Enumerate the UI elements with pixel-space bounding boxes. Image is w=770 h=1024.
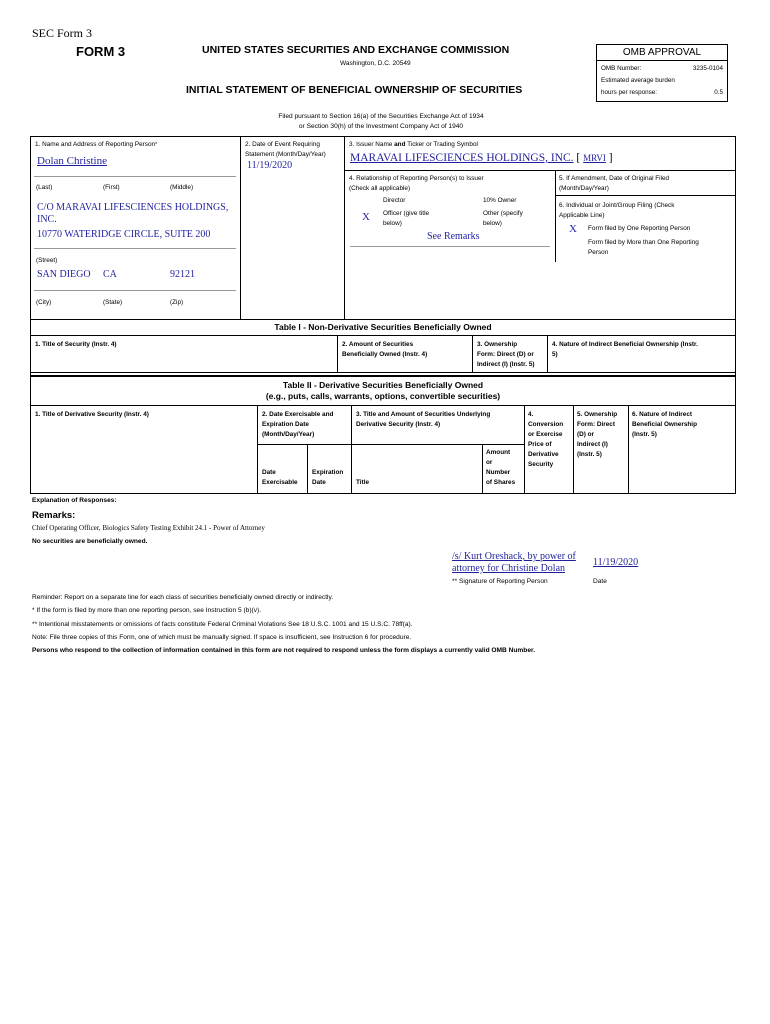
explanation-label: Explanation of Responses: xyxy=(32,497,117,504)
date-label: Date xyxy=(593,578,607,585)
address-line-2: INC. xyxy=(37,214,57,225)
issuer-name[interactable]: MARAVAI LIFESCIENCES HOLDINGS, INC. xyxy=(350,152,574,164)
ten-pct-option: 10% Owner xyxy=(483,197,517,204)
agency-title: UNITED STATES SECURITIES AND EXCHANGE COMMISSION xyxy=(202,44,510,56)
city-label: (City) xyxy=(36,299,52,306)
event-date: 11/19/2020 xyxy=(247,160,293,171)
omb-approval-box xyxy=(596,44,728,102)
ticker-symbol[interactable]: MRVI xyxy=(583,153,606,163)
t2-col-title: 1. Title of Derivative Security (Instr. 4) xyxy=(35,411,149,418)
footnotes xyxy=(32,591,535,657)
t1-col-nature: 4. Nature of Indirect Beneficial Ownership (Instr. 5) xyxy=(552,341,698,358)
state-value: CA xyxy=(103,269,117,280)
misstatement-note: ** Intentional misstatements or omissions of facts constitute Federal Criminal Violations See 18 U.S.C. 1001 and 15 U.S.C. 78ff(a). xyxy=(32,620,413,628)
zip-label: (Zip) xyxy=(170,299,184,306)
zip-value: 92121 xyxy=(170,269,195,280)
omb-number-value: 3235-0104 xyxy=(692,65,723,72)
address-line-3: 10770 WATERIDGE CIRCLE, SUITE 200 xyxy=(37,229,211,240)
form-title: FORM 3 xyxy=(76,44,126,59)
t1-col-amount: 2. Amount of Securities Beneficially Owned (Instr. 4) xyxy=(342,341,428,358)
t2-col-date-exercisable: Date Exercisable xyxy=(262,469,298,486)
reporting-person-name[interactable]: Dolan Christine xyxy=(37,155,107,167)
signature-line-1: /s/ Kurt Oreshack, by power of xyxy=(452,551,576,562)
address-line-1: C/O MARAVAI LIFESCIENCES HOLDINGS, xyxy=(37,202,229,213)
t2-col-ownership: 5. Ownership Form: Direct (D) or Indirect (I) (Instr. 5) xyxy=(577,411,618,458)
table-1-title: Table I - Non-Derivative Securities Beneficially Owned xyxy=(274,322,492,332)
box3-label: 3. Issuer Name and Ticker or Trading Symbol xyxy=(349,141,478,148)
street-label: (Street) xyxy=(36,257,58,264)
first-label: (First) xyxy=(103,184,120,191)
signature-line-2: attorney for Christine Dolan xyxy=(452,563,566,574)
other-option: Other (specify below) xyxy=(483,210,523,227)
signature-date: 11/19/2020 xyxy=(593,557,639,568)
reporting-address xyxy=(37,202,228,241)
omb-response-note: Persons who respond to the collection of information contained in this form are not required to respond unless the form displays a currently valid OMB Number. xyxy=(32,647,536,655)
officer-title: See Remarks xyxy=(427,231,480,242)
middle-label: (Middle) xyxy=(170,184,194,191)
remarks-label: Remarks: xyxy=(32,510,76,521)
table-2-title: Table II - Derivative Securities Beneficially Owned (e.g., puts, calls, warrants, options, convertible securities) xyxy=(265,380,501,401)
t1-col-ownership: 3. Ownership Form: Direct (D) or Indirect (I) (Instr. 5) xyxy=(477,341,535,368)
omb-burden-value: 0.5 xyxy=(714,89,723,96)
t2-col-conversion: 4. Conversion or Exercise Price of Derivative Security xyxy=(528,411,564,468)
t2-col-dates: 2. Date Exercisable and Expiration Date (Month/Day/Year) xyxy=(262,411,334,438)
box1-label: 1. Name and Address of Reporting Person* xyxy=(35,141,158,148)
omb-burden-label-2: hours per response: xyxy=(601,89,658,96)
box4-label: 4. Relationship of Reporting Person(s) to Issuer (Check all applicable) xyxy=(349,175,484,192)
sec-form-label: SEC Form 3 xyxy=(32,26,93,40)
officer-checkmark[interactable]: X xyxy=(362,211,370,223)
no-securities-note: No securities are beneficially owned. xyxy=(32,538,148,545)
one-person-checkmark[interactable]: X xyxy=(569,223,577,235)
box6-label: 6. Individual or Joint/Group Filing (Check Applicable Line) xyxy=(559,202,675,219)
multi-person-note: * If the form is filed by more than one reporting person, see Instruction 5 (b)(v). xyxy=(32,607,262,615)
agency-location: Washington, D.C. 20549 xyxy=(340,60,411,67)
t2-col-expiration: Expiration Date xyxy=(312,469,344,486)
issuer-line: MARAVAI LIFESCIENCES HOLDINGS, INC. [ MRVI ] xyxy=(350,152,613,164)
filed-line-2: or Section 30(h) of the Investment Company Act of 1940 xyxy=(298,123,464,130)
officer-option: Officer (give title below) xyxy=(383,210,430,227)
statement-title: INITIAL STATEMENT OF BENEFICIAL OWNERSHIP OF SECURITIES xyxy=(186,84,523,96)
t2-col-amount-shares: Amount or Number of Shares xyxy=(486,449,516,486)
file-copies-note: Note: File three copies of this Form, one of which must be manually signed. If space is insufficient, see Instruction 6 for procedure. xyxy=(32,633,412,641)
one-person-option: Form filed by One Reporting Person xyxy=(588,225,691,232)
omb-burden-label-1: Estimated average burden xyxy=(601,77,675,84)
t2-col-underlying: 3. Title and Amount of Securities Underlying Derivative Security (Instr. 4) xyxy=(356,411,491,428)
filed-pursuant xyxy=(200,112,562,132)
reminder-note: Reminder: Report on a separate line for each class of securities beneficially owned directly or indirectly. xyxy=(32,594,334,601)
omb-number-label: OMB Number: xyxy=(601,65,642,72)
state-label: (State) xyxy=(103,299,123,306)
box2-label: 2. Date of Event Requiring Statement (Month/Day/Year) xyxy=(245,141,326,158)
t1-col-title: 1. Title of Security (Instr. 4) xyxy=(35,341,117,348)
last-label: (Last) xyxy=(36,184,53,191)
t2-col-underlying-title: Title xyxy=(356,479,370,486)
t2-col-nature: 6. Nature of Indirect Beneficial Ownership (Instr. 5) xyxy=(632,411,697,438)
director-option: Director xyxy=(383,197,406,204)
filed-line-1: Filed pursuant to Section 16(a) of the Securities Exchange Act of 1934 xyxy=(278,113,484,120)
signature-label: ** Signature of Reporting Person xyxy=(452,578,548,585)
omb-title: OMB APPROVAL xyxy=(622,47,702,58)
city-value: SAN DIEGO xyxy=(37,269,91,280)
multi-person-option: Form filed by More than One Reporting Person xyxy=(588,239,699,256)
signature xyxy=(452,551,576,575)
box5-label: 5. If Amendment, Date of Original Filed (Month/Day/Year) xyxy=(559,175,670,192)
remarks-text: Chief Operating Officer, Biologics Safety Testing Exhibit 24.1 - Power of Attorney xyxy=(32,524,265,532)
